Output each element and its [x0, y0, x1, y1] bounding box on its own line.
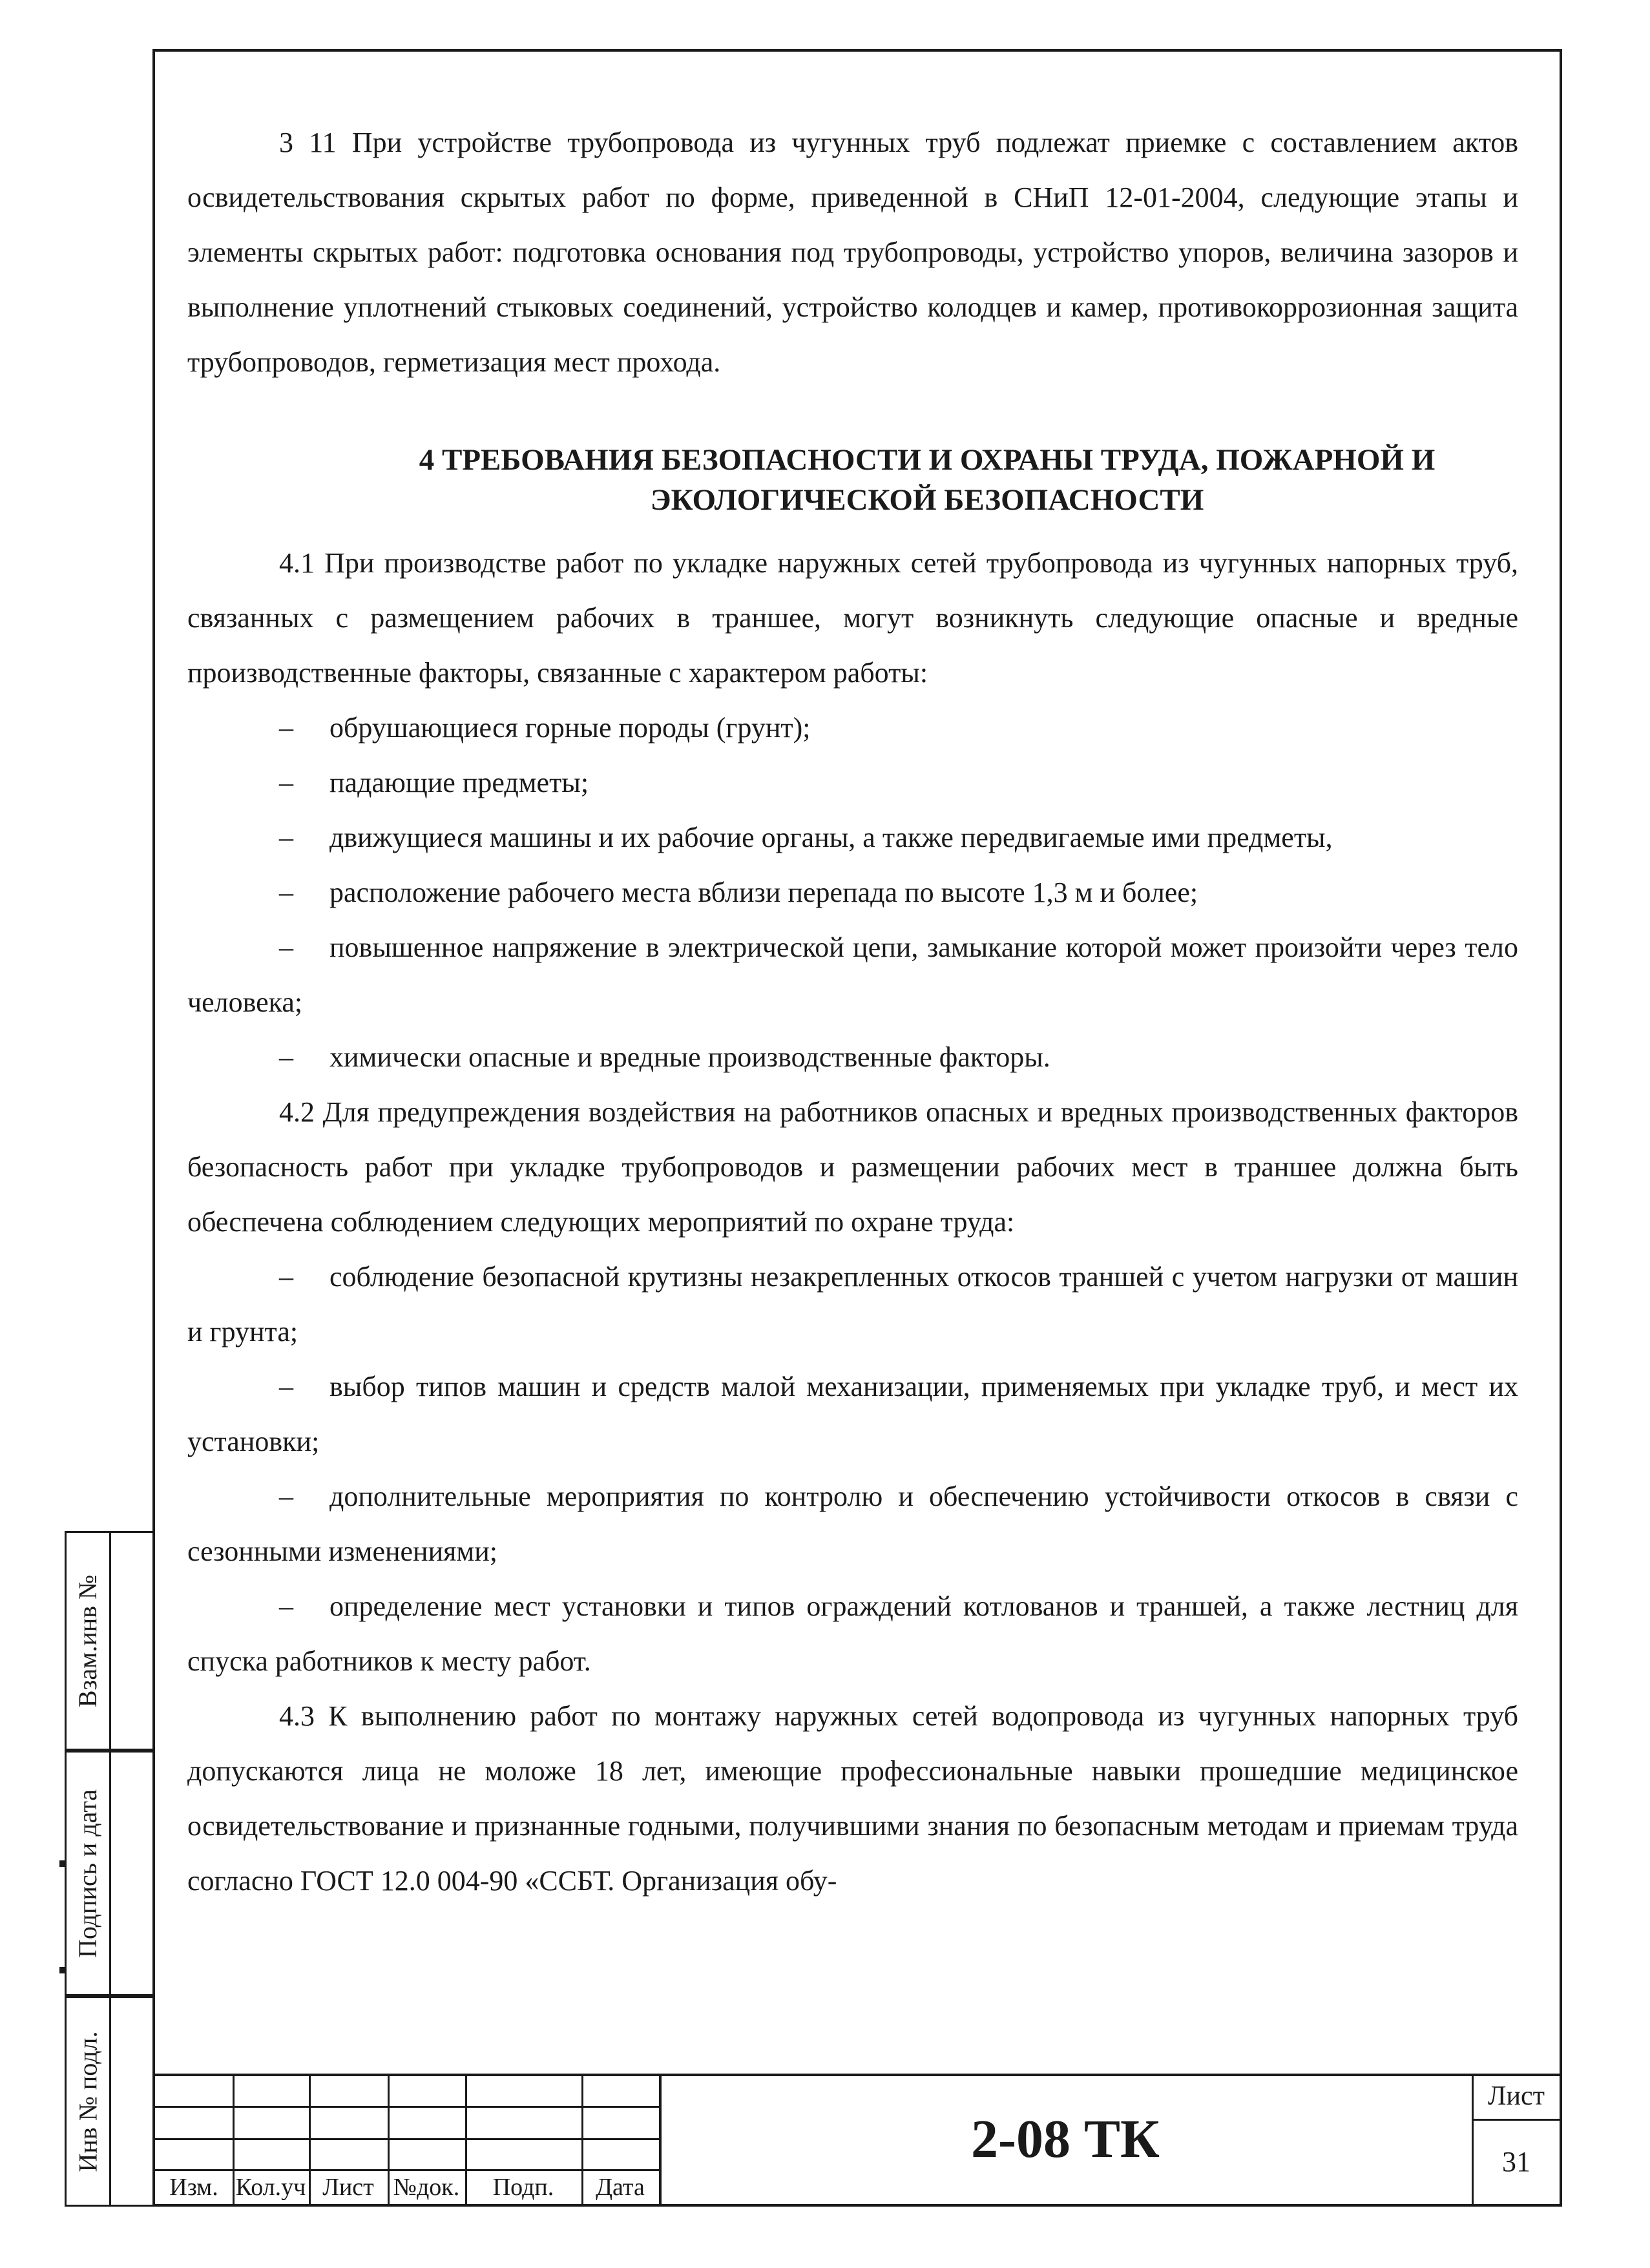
- col-data: Дата: [596, 2174, 645, 2201]
- dash-bullet: –: [279, 767, 293, 798]
- stamp-inv-podl-label: Инв № подл.: [73, 2031, 103, 2172]
- col-izm: Изм.: [169, 2174, 218, 2201]
- stamp-inv-podl: [65, 1996, 152, 2207]
- dash-bullet: –: [279, 1261, 293, 1293]
- list-item: – падающие предметы;: [187, 755, 1518, 810]
- margin-dot: [59, 1860, 65, 1867]
- col-podp: Подп.: [492, 2174, 554, 2201]
- list-item: – повышенное напряжение в электрической цепи, замыкание которой может произойти через тело человека;: [187, 920, 1518, 1030]
- dash-bullet: –: [279, 877, 293, 908]
- paragraph-3-11: 3 11 При устройстве трубопровода из чугунных труб подлежат приемке с составлением актов освидетельствования скрытых работ по форме, приведенной в СНиП 12-01-2004, следующие этапы и элементы скрытых работ: подготовка основания под трубопроводы, устройство упоров, величина зазоров и выполнение уплотнений стыковых соединений, устройство колодцев и камер, противокоррозионная защита трубопроводов, герметизация мест прохода.: [187, 127, 1518, 378]
- margin-dot: [59, 1967, 65, 1973]
- dash-bullet: –: [279, 712, 293, 744]
- list-item: – обрушающиеся горные породы (грунт);: [187, 700, 1518, 755]
- col-kol-uch: Кол.уч: [235, 2174, 306, 2201]
- document-body: [187, 115, 1518, 1908]
- dash-bullet: –: [279, 1590, 293, 1622]
- paragraph-4-2: 4.2 Для предупреждения воздействия на работников опасных и вредных производственных факторов безопасность работ при укладке трубопроводов и размещении рабочих мест в траншее должна быть обеспечена соблюдением следующих мероприятий по охране труда:: [187, 1096, 1518, 1238]
- paragraph-4-1: 4.1 При производстве работ по укладке наружных сетей трубопровода из чугунных напорных труб, связанных с размещением рабочих в траншее, могут возникнуть следующие опасные и вредные производственные факторы, связанные с характером работы:: [187, 547, 1518, 689]
- dash-bullet: –: [279, 931, 293, 963]
- section-heading-line-1: 4 ТРЕБОВАНИЯ БЕЗОПАСНОСТИ И ОХРАНЫ ТРУДА, ПОЖАРНОЙ И: [419, 443, 1436, 477]
- list-item: – движущиеся машины и их рабочие органы, а также передвигаемые ими предметы,: [187, 810, 1518, 865]
- col-nom-dok: №док.: [393, 2174, 460, 2201]
- list-item: – определение мест установки и типов ограждений котлованов и траншей, а также лестниц для спуска работников к месту работ.: [187, 1579, 1518, 1689]
- stamp-podpis-data: [65, 1751, 152, 1996]
- list-item: – дополнительные мероприятия по контролю и обеспечению устойчивости откосов в связи с сезонными изменениями;: [187, 1469, 1518, 1579]
- stamp-vzam-inv-label: Взам.инв №: [73, 1574, 103, 1707]
- list-item: – расположение рабочего места вблизи перепада по высоте 1,3 м и более;: [187, 865, 1518, 920]
- dash-bullet: –: [279, 1041, 293, 1073]
- sheet-number: 31: [1502, 2146, 1530, 2178]
- section-heading-line-2: ЭКОЛОГИЧЕСКОЙ БЕЗОПАСНОСТИ: [650, 483, 1204, 517]
- col-list: Лист: [322, 2174, 374, 2201]
- stamp-vzam-inv: [65, 1531, 152, 1751]
- list-item: – соблюдение безопасной крутизны незакрепленных откосов траншей с учетом нагрузки от машин и грунта;: [187, 1249, 1518, 1359]
- stamp-podpis-data-label: Подпись и дата: [73, 1789, 103, 1958]
- sheet-label: Лист: [1488, 2081, 1545, 2111]
- list-item: – выбор типов машин и средств малой механизации, применяемых при укладке труб, и мест их установки;: [187, 1359, 1518, 1469]
- dash-bullet: –: [279, 822, 293, 853]
- dash-bullet: –: [279, 1481, 293, 1512]
- document-code: 2-08 ТК: [971, 2108, 1160, 2169]
- list-item: – химически опасные и вредные производственные факторы.: [187, 1030, 1518, 1085]
- paragraph-4-3: 4.3 К выполнению работ по монтажу наружных сетей водопровода из чугунных напорных труб допускаются лица не моложе 18 лет, имеющие профессиональные навыки прошедшие медицинское освидетельствование и признанные годными, получившими знания по безопасным методам и приемам труда согласно ГОСТ 12.0 004-90 «ССБТ. Организация обу-: [187, 1700, 1518, 1897]
- dash-bullet: –: [279, 1371, 293, 1402]
